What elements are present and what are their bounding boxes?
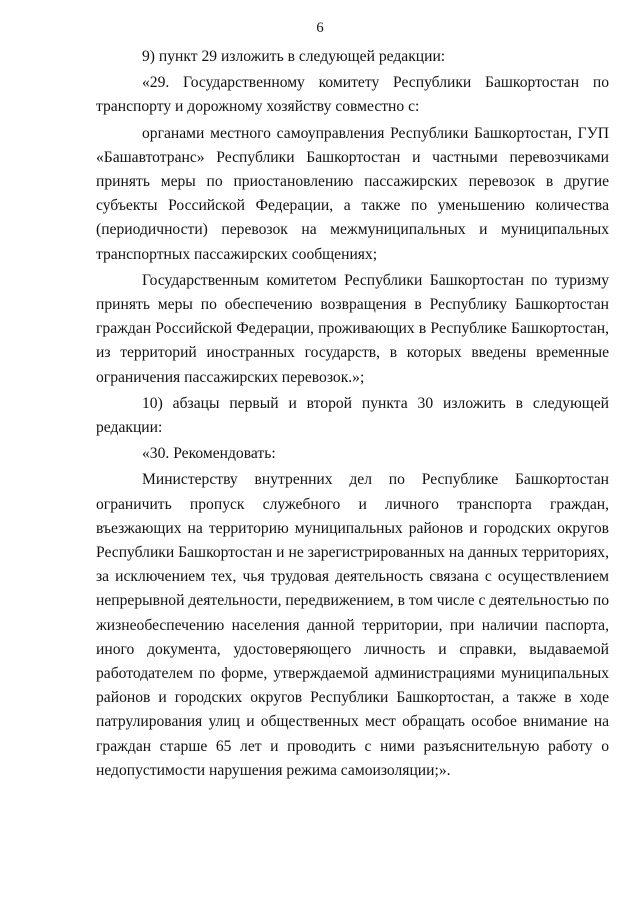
paragraph-item-10: 10) абзацы первый и второй пункта 30 изложить в следующей редакции: (96, 394, 609, 437)
page-number: 6 (316, 20, 324, 36)
paragraph-ministry-internal-affairs: Министерству внутренних дел по Республике Башкортостан ограничить пропуск служебного и личного транспорта граждан, въезжающих на территорию муниципальных районов и городских округов Республики Башкортостан и не зарегистрированных на данных территориях, за исключением тех, чья трудовая деятельность связана с осуществлением непрерывной деятельности, передвижением, в том числе с деятельностью по жизнеобеспечению населения данной территории, при наличии паспорта, иного документа, удостоверяющего личность и справки, выдаваемой работодателем по форме, утверждаемой администрациями муниципальных районов и городских округов Республики Башкортостан, а также в ходе патрулирования улиц и общественных мест обращать особое внимание на граждан старше 65 лет и проводить с ними разъяснительную работу о недопустимости нарушения режима самоизоляции;». (96, 471, 609, 779)
paragraph-point-30: «30. Рекомендовать: (142, 445, 276, 463)
paragraph-point-29: «29. Государственному комитету Республики Башкортостан по транспорту и дорожному хозяйству совместно с: (96, 74, 609, 116)
paragraph-tourism-committee: Государственным комитетом Республики Башкортостан по туризму принять меры по обеспечению возвращения в Республику Башкортостан граждан Российской Федерации, проживающих в Республике Башкортостан, из территорий иностранных государств, в которых введены временные ограничения пассажирских перевозок.»; (96, 271, 609, 386)
document-body (96, 45, 609, 785)
paragraph-item-9: 9) пункт 29 изложить в следующей редакции: (142, 48, 446, 65)
paragraph-local-authorities: органами местного самоуправления Республики Башкортостан, ГУП «Башавтотранс» Республики Башкортостан и частными перевозчиками принять меры по приостановлению пассажирских перевозок в другие субъекты Российской Федерации, а также по уменьшению количества (периодичности) перевозок на межмуниципальных и муниципальных транспортных пассажирских сообщениях; (96, 124, 609, 263)
